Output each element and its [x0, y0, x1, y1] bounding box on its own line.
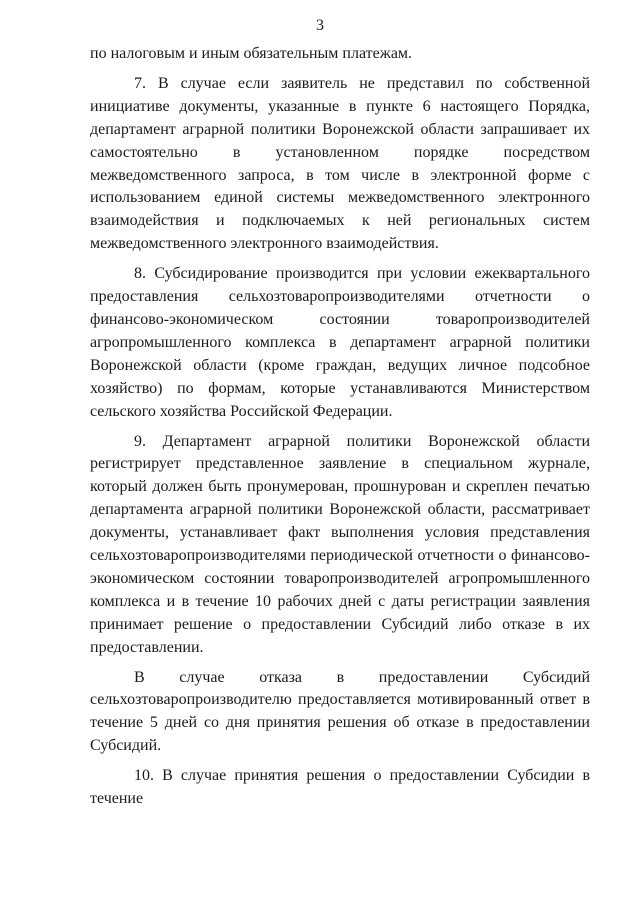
page-number: 3 [316, 17, 324, 34]
paragraph-item-8: 8. Субсидирование производится при условии ежеквартального предоставления сельхозтоваропроизводителями отчетности о финансово-экономическом состоянии товаропроизводителей агропромышленного комплекса в департамент аграрной политики Воронежской области (кроме граждан, ведущих личное подсобное хозяйство) по формам, которые устанавливаются Министерством сельского хозяйства Российской Федерации. [90, 265, 590, 420]
paragraph-continuation: по налоговым и иным обязательным платежам. [90, 45, 413, 62]
document-body [90, 43, 590, 818]
paragraph-refusal: В случае отказа в предоставлении Субсидий сельхозтоваропроизводителю предоставляется мотивированный ответ в течение 5 дней со дня принятия решения об отказе в предоставлении Субсидий. [90, 668, 590, 755]
paragraph-item-9: 9. Департамент аграрной политики Воронежской области регистрирует представленное заявление в специальном журнале, который должен быть пронумерован, прошнурован и скреплен печатью департамента аграрной политики Воронежской области, рассматривает документы, устанавливает факт выполнения условия представления сельхозтоваропроизводителями периодической отчетности о финансово-экономическом состоянии товаропроизводителей агропромышленного комплекса и в течение 10 рабочих дней с даты регистрации заявления принимает решение о предоставлении Субсидий либо отказе в их предоставлении. [90, 432, 590, 656]
paragraph-item-10: 10. В случае принятия решения о предоставлении Субсидии в течение [90, 767, 590, 808]
paragraph-item-7: 7. В случае если заявитель не представил по собственной инициативе документы, указанные в пункте 6 настоящего Порядка, департамент аграрной политики Воронежской области запрашивает их самостоятельно в установленном порядке посредством межведомственного запроса, в том числе в электронной форме с использованием единой системы межведомственного электронного взаимодействия и подключаемых к ней региональных систем межведомственного электронного взаимодействия. [90, 74, 590, 253]
